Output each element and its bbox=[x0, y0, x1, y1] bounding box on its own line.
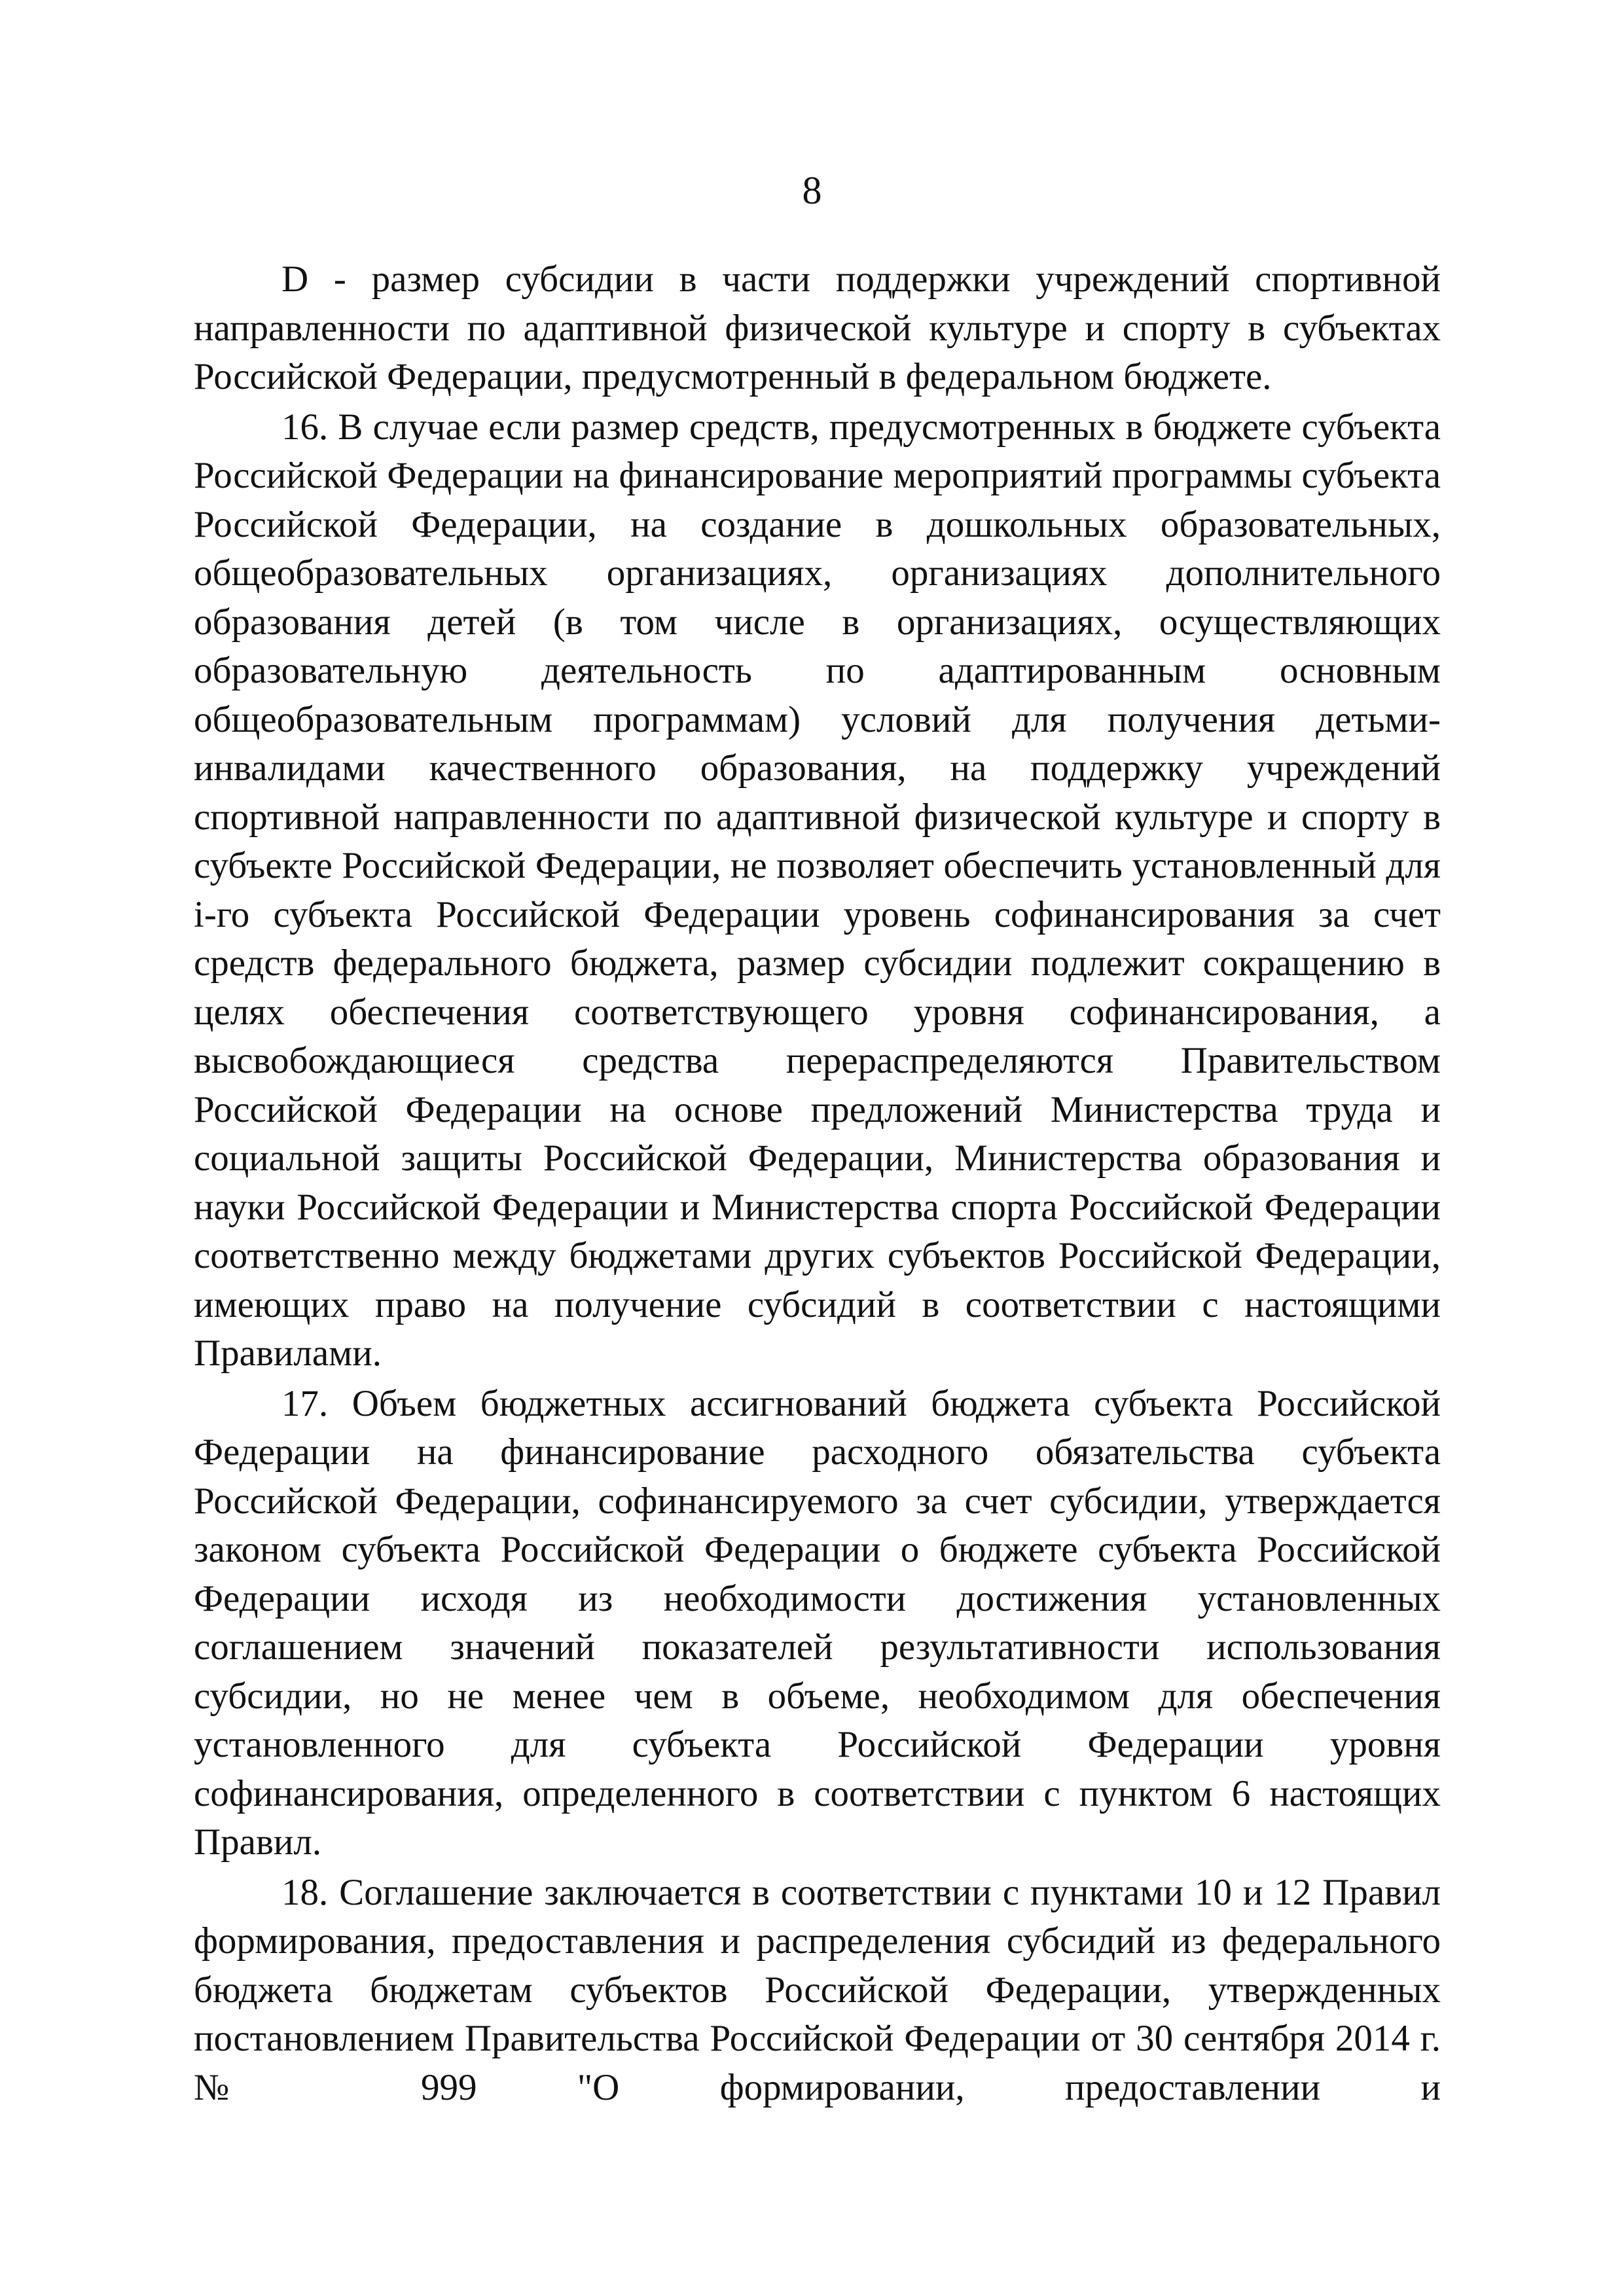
paragraph-17: 17. Объем бюджетных ассигнований бюджета субъекта Российской Федерации на финансирование расходного обязательства субъекта Российской Федерации, софинансируемого за счет субсидии, утверждается законом субъекта Российской Федерации о бюджете субъекта Российской Федерации исходя из необходимости достижения установленных соглашением значений показателей результативности использования субсидии, но не менее чем в объеме, необходимом для обеспечения установленного для субъекта Российской Федерации уровня софинансирования, определенного в соответствии с пунктом 6 настоящих Правил. bbox=[194, 1382, 1441, 1863]
paragraph-16: 16. В случае если размер средств, предусмотренных в бюджете субъекта Российской Федерации на финансирование мероприятий программы субъекта Российской Федерации, на создание в дошкольных образовательных, общеобразовательных организациях, организациях дополнительного образования детей (в том числе в организациях, осуществляющих образовательную деятельность по адаптированным основным общеобразовательным программам) условий для получения детьми-инвалидами качественного образования, на поддержку учреждений спортивной направленности по адаптивной физической культуре и спорту в субъекте Российской Федерации, не позволяет обеспечить установленный для i-го субъекта Российской Федерации уровень софинансирования за счет средств федерального бюджета, размер субсидии подлежит сокращению в целях обеспечения соответствующего уровня софинансирования, а высвобождающиеся средства перераспределяются Правительством Российской Федерации на основе предложений Министерства труда и социальной защиты Российской Федерации, Министерства образования и науки Российской Федерации и Министерства спорта Российской Федерации соответственно между бюджетами других субъектов Российской Федерации, имеющих право на получение субсидий в соответствии с настоящими Правилами. bbox=[194, 406, 1441, 1374]
paragraph-18: 18. Соглашение заключается в соответствии с пунктами 10 и 12 Правил формирования, предоставления и распределения субсидий из федерального бюджета бюджетам субъектов Российской Федерации, утвержденных постановлением Правительства Российской Федерации от 30 сентября 2014 г. № 999 "О формировании, предоставлении и bbox=[194, 1871, 1441, 2108]
page-number: 8 bbox=[802, 169, 822, 212]
paragraph-d-definition: D - размер субсидии в части поддержки учреждений спортивной направленности по адаптивной физической культуре и спорту в субъектах Российской Федерации, предусмотренный в федеральном бюджете. bbox=[194, 259, 1441, 397]
document-body bbox=[194, 255, 1441, 2112]
